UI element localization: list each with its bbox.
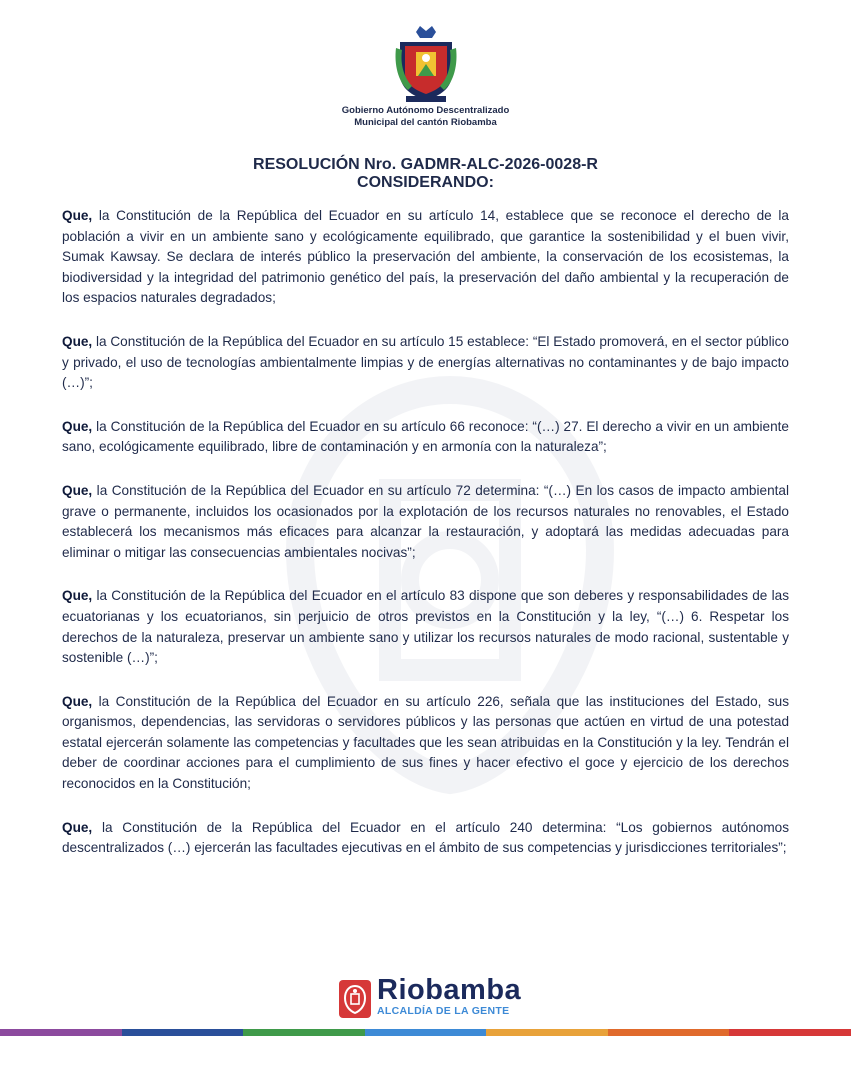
considerando-paragraph <box>62 818 789 859</box>
stripe-segment <box>0 1029 122 1036</box>
paragraph-text: la Constitución de la República del Ecuador en su artículo 72 determina: “(…) En los casos de impacto ambiental grave o permanente, incluidos los ocasionados por la explotación de los recursos naturales no renovables, el Estado establecerá los mecanismos más eficaces para alcanzar la restauración, y adoptará las medidas adecuadas para eliminar o mitigar las consecuencias ambientales nocivas”; <box>62 482 789 560</box>
resolution-number: RESOLUCIÓN Nro. GADMR-ALC-2026-0028-R <box>253 156 598 173</box>
considerando-paragraph <box>62 692 789 795</box>
logo-tagline: ALCALDÍA DE LA GENTE <box>377 1005 510 1017</box>
paragraph-lead: Que, <box>62 693 93 709</box>
stripe-segment <box>122 1029 244 1036</box>
stripe-segment <box>365 1029 487 1036</box>
paragraph-lead: Que, <box>62 333 93 349</box>
paragraph-lead: Que, <box>62 588 93 604</box>
logo-wordmark: Riobamba <box>377 974 522 1006</box>
considerando-paragraph <box>62 332 789 394</box>
riobamba-emblem-icon <box>339 980 371 1018</box>
document-header <box>0 24 851 128</box>
paragraph-lead: Que, <box>62 418 93 434</box>
paragraph-text: la Constitución de la República del Ecuador en su artículo 226, señala que las instituciones del Estado, sus organismos, dependencias, las servidoras o servidores públicos y las personas que actúen en virtud de una potestad estatal ejercerán solamente las competencias y facultades que les sean atribuidas en la Constitución y la ley. Tendrán el deber de coordinar acciones para el cumplimiento de sus fines y hacer efectivo el goce y ejercicio de los derechos reconocidos en la Constitución; <box>62 693 789 792</box>
paragraph-lead: Que, <box>62 819 93 835</box>
footer-color-stripe <box>0 1029 851 1036</box>
riobamba-logo <box>339 974 522 1024</box>
stripe-segment <box>486 1029 608 1036</box>
paragraph-text: la Constitución de la República del Ecuador en su artículo 66 reconoce: “(…) 27. El derecho a vivir en un ambiente sano, ecológicamente equilibrado, libre de contaminación y en armonía con la naturaleza”; <box>62 418 789 455</box>
stripe-segment <box>608 1029 730 1036</box>
document-title <box>0 156 851 192</box>
paragraph-lead: Que, <box>62 482 93 498</box>
paragraph-text: la Constitución de la República del Ecuador en el artículo 83 dispone que son deberes y responsabilidades de las ecuatorianas y los ecuatorianos, sin perjuicio de otros previstos en la Constitución y la ley, “(…) 6. Respetar los derechos de la naturaleza, preservar un ambiente sano y utilizar los recursos naturales de modo racional, sustentable y sostenible (…)”; <box>62 588 789 666</box>
considerando-paragraph <box>62 206 789 309</box>
document-body <box>62 206 789 882</box>
stripe-segment <box>729 1029 851 1036</box>
considerando-heading: CONSIDERANDO: <box>357 174 494 191</box>
considerando-paragraph <box>62 417 789 458</box>
paragraph-text: la Constitución de la República del Ecuador en el artículo 240 determina: “Los gobiernos autónomos descentralizados (…) ejercerán las facultades ejecutivas en el ámbito de sus competencias y jurisdicciones territoriales”; <box>62 819 789 856</box>
coat-of-arms-icon <box>394 24 458 104</box>
paragraph-text: la Constitución de la República del Ecuador en su artículo 15 establece: “El Estado promoverá, en el sector público y privado, el uso de tecnologías ambientalmente limpias y de energías alternativas no contaminantes y de bajo impacto (…)”; <box>62 333 789 391</box>
considerando-paragraph <box>62 586 789 668</box>
considerando-paragraph <box>62 481 789 563</box>
paragraph-text: la Constitución de la República del Ecuador en su artículo 14, establece que se reconoce el derecho de la población a vivir en un ambiente sano y ecológicamente equilibrado, que garantice la sostenibilidad y el buen vivir, Sumak Kawsay. Se declara de interés público la preservación del ambiente, la conservación de los ecosistemas, la biodiversidad y la integridad del patrimonio genético del país, la preservación del daño ambiental y la recuperación de los espacios naturales degradados; <box>62 208 789 306</box>
institution-name-line1: Gobierno Autónomo Descentralizado <box>341 105 510 116</box>
paragraph-lead: Que, <box>62 208 93 223</box>
institution-name-line2: Municipal del cantón Riobamba <box>354 117 497 128</box>
stripe-segment <box>243 1029 365 1036</box>
